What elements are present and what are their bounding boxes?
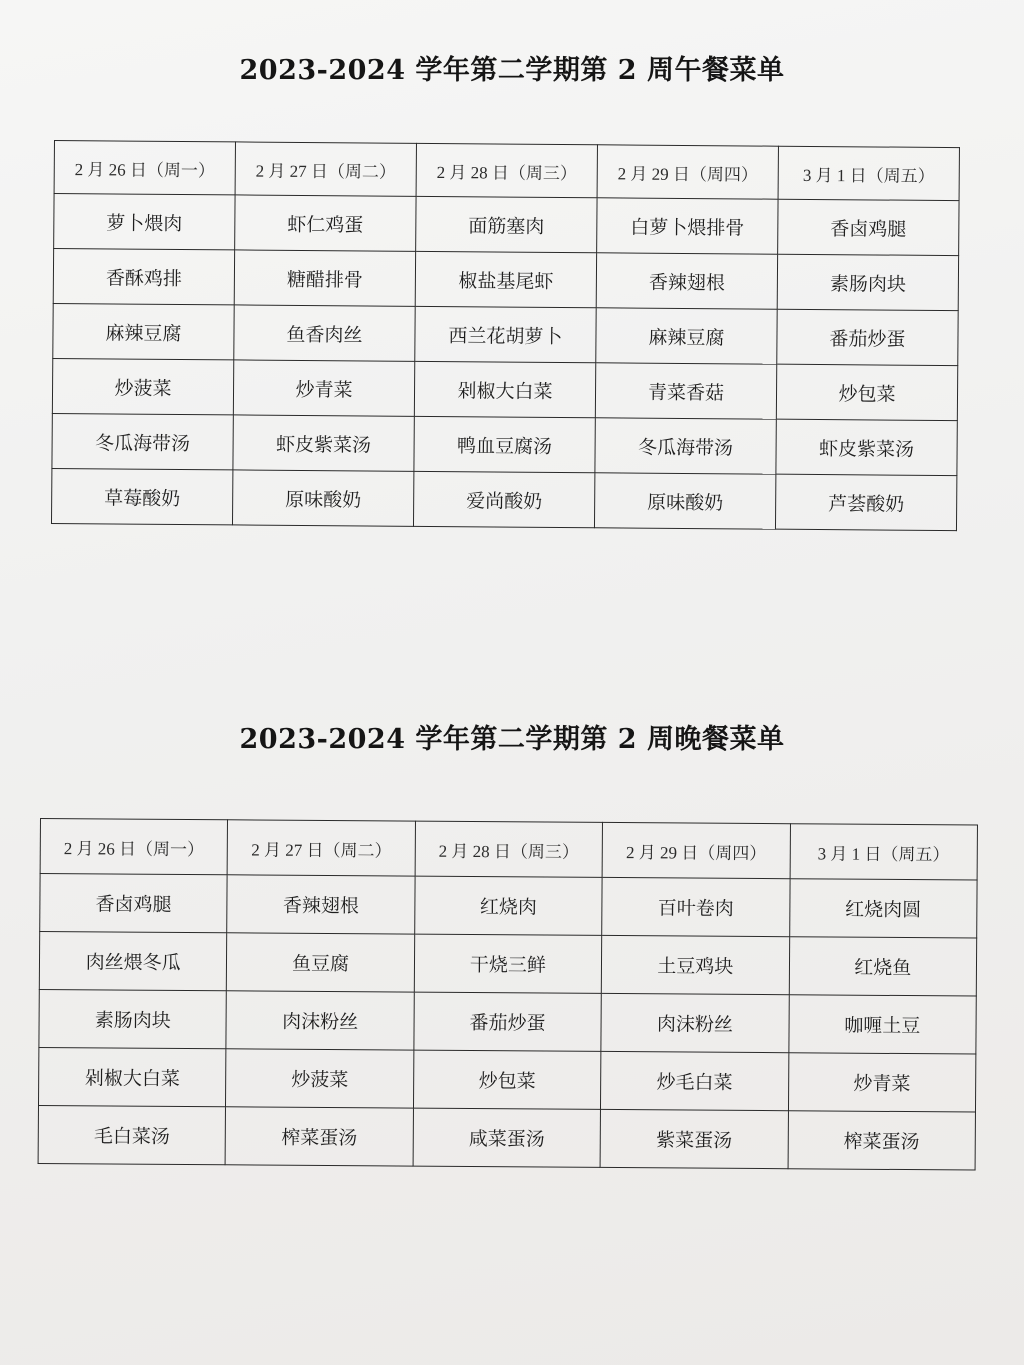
dinner-dish: 炒青菜 bbox=[788, 1053, 976, 1112]
dinner-dish: 土豆鸡块 bbox=[601, 935, 789, 994]
dinner-dish: 香卤鸡腿 bbox=[40, 874, 228, 933]
dinner-dish: 榨菜蛋汤 bbox=[788, 1111, 976, 1170]
dinner-dish: 百叶卷肉 bbox=[602, 877, 790, 936]
lunch-menu-table bbox=[51, 140, 960, 531]
lunch-row bbox=[52, 358, 957, 420]
dinner-dish: 肉沫粉丝 bbox=[226, 991, 414, 1050]
dinner-dish: 咖喱土豆 bbox=[788, 995, 976, 1054]
lunch-dish: 爱尚酸奶 bbox=[413, 471, 594, 527]
dinner-header-friday: 3 月 1 日（周五） bbox=[790, 824, 978, 880]
lunch-row bbox=[54, 194, 959, 256]
dinner-dish: 紫菜蛋汤 bbox=[600, 1109, 788, 1168]
lunch-dish: 芦荟酸奶 bbox=[775, 474, 956, 530]
lunch-dish: 西兰花胡萝卜 bbox=[415, 306, 596, 362]
lunch-dish: 鸭血豆腐汤 bbox=[414, 416, 595, 472]
dinner-dish: 鱼豆腐 bbox=[227, 933, 415, 992]
lunch-dish: 草莓酸奶 bbox=[51, 468, 232, 524]
lunch-dish: 番茄炒蛋 bbox=[777, 309, 958, 365]
lunch-header-thursday: 2 月 29 日（周四） bbox=[597, 145, 778, 199]
dinner-dish: 干烧三鲜 bbox=[414, 934, 602, 993]
lunch-dish: 素肠肉块 bbox=[777, 254, 958, 310]
lunch-dish: 椒盐基尾虾 bbox=[415, 251, 596, 307]
lunch-dish: 炒包菜 bbox=[776, 364, 957, 420]
dinner-dish: 肉沫粉丝 bbox=[601, 993, 789, 1052]
lunch-row bbox=[51, 468, 956, 530]
lunch-dish: 香辣翅根 bbox=[596, 253, 777, 309]
dinner-menu-table bbox=[38, 818, 978, 1171]
dinner-dish: 番茄炒蛋 bbox=[414, 992, 602, 1051]
dinner-dish: 炒毛白菜 bbox=[601, 1051, 789, 1110]
lunch-dish: 冬瓜海带汤 bbox=[595, 418, 776, 474]
lunch-dish: 炒青菜 bbox=[233, 360, 414, 416]
lunch-dish: 青菜香菇 bbox=[595, 363, 776, 419]
dinner-menu-title: 2023-2024 学年第二学期第 2 周晚餐菜单 bbox=[239, 724, 785, 755]
lunch-dish: 萝卜煨肉 bbox=[54, 194, 235, 250]
lunch-dish: 麻辣豆腐 bbox=[53, 303, 234, 359]
dinner-dish: 红烧肉 bbox=[414, 876, 602, 935]
lunch-header-tuesday: 2 月 27 日（周二） bbox=[235, 142, 416, 196]
lunch-dish: 香卤鸡腿 bbox=[778, 199, 959, 255]
dinner-header-wednesday: 2 月 28 日（周三） bbox=[415, 821, 603, 877]
lunch-dish: 冬瓜海带汤 bbox=[52, 413, 233, 469]
lunch-dish: 原味酸奶 bbox=[232, 470, 413, 526]
lunch-menu-title: 2023-2024 学年第二学期第 2 周午餐菜单 bbox=[239, 55, 785, 86]
lunch-row bbox=[53, 249, 958, 311]
dinner-row bbox=[40, 874, 977, 939]
lunch-dish: 面筋塞肉 bbox=[416, 196, 597, 252]
dinner-header-row bbox=[40, 819, 977, 881]
dinner-header-monday: 2 月 26 日（周一） bbox=[40, 819, 228, 875]
dinner-dish: 剁椒大白菜 bbox=[38, 1047, 226, 1106]
lunch-dish: 炒菠菜 bbox=[52, 358, 233, 414]
lunch-dish: 白萝卜煨排骨 bbox=[597, 198, 778, 254]
lunch-header-row bbox=[54, 141, 959, 201]
lunch-dish: 香酥鸡排 bbox=[53, 249, 234, 305]
lunch-header-monday: 2 月 26 日（周一） bbox=[54, 141, 235, 195]
lunch-dish: 原味酸奶 bbox=[594, 473, 775, 529]
dinner-dish: 肉丝煨冬瓜 bbox=[39, 932, 227, 991]
lunch-dish: 虾皮紫菜汤 bbox=[776, 419, 957, 475]
dinner-dish: 炒菠菜 bbox=[226, 1049, 414, 1108]
lunch-header-friday: 3 月 1 日（周五） bbox=[778, 146, 959, 200]
dinner-dish: 炒包菜 bbox=[413, 1050, 601, 1109]
dinner-row bbox=[38, 1047, 975, 1112]
dinner-dish: 素肠肉块 bbox=[39, 989, 227, 1048]
dinner-row bbox=[39, 932, 976, 997]
dinner-dish: 咸菜蛋汤 bbox=[413, 1108, 601, 1167]
lunch-row bbox=[52, 413, 957, 475]
lunch-dish: 麻辣豆腐 bbox=[596, 308, 777, 364]
dinner-dish: 红烧鱼 bbox=[789, 937, 977, 996]
dinner-dish: 红烧肉圆 bbox=[789, 879, 977, 938]
lunch-dish: 鱼香肉丝 bbox=[234, 305, 415, 361]
lunch-dish: 虾皮紫菜汤 bbox=[233, 415, 414, 471]
lunch-dish: 虾仁鸡蛋 bbox=[235, 195, 416, 251]
dinner-dish: 榨菜蛋汤 bbox=[225, 1107, 413, 1166]
dinner-header-thursday: 2 月 29 日（周四） bbox=[602, 822, 790, 878]
dinner-header-tuesday: 2 月 27 日（周二） bbox=[227, 820, 415, 876]
dinner-dish: 毛白菜汤 bbox=[38, 1105, 226, 1164]
lunch-dish: 糖醋排骨 bbox=[234, 250, 415, 306]
dinner-row bbox=[39, 989, 976, 1054]
dinner-dish: 香辣翅根 bbox=[227, 875, 415, 934]
lunch-row bbox=[53, 303, 958, 365]
lunch-dish: 剁椒大白菜 bbox=[414, 361, 595, 417]
dinner-row bbox=[38, 1105, 975, 1170]
lunch-header-wednesday: 2 月 28 日（周三） bbox=[416, 143, 597, 197]
